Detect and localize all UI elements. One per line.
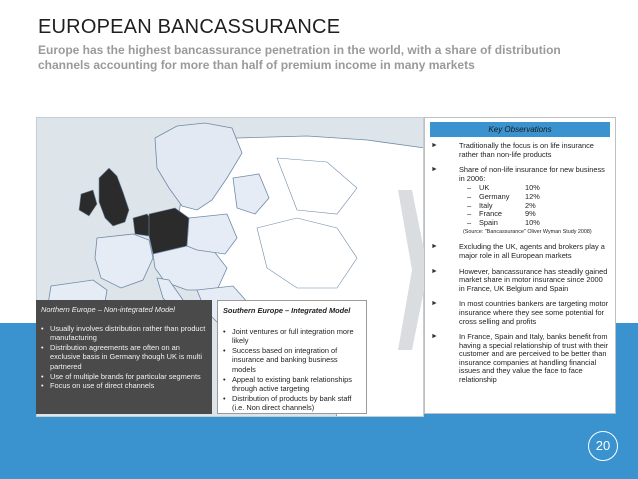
observation-point-text: Share of non-life insurance for new business in 2006: (459, 165, 605, 183)
northern-europe-box (36, 300, 212, 414)
north-bullet: • Distribution agreements are often on an exclusive basis in Germany though UK is multi partnered (41, 343, 207, 372)
observation-point: ► Excluding the UK, agents and brokers play a major role in all European markets (431, 243, 609, 260)
north-bullet: • Focus on use of direct channels (41, 381, 207, 391)
key-observations-heading: Key Observations (430, 122, 610, 137)
poland-country (187, 214, 237, 254)
south-bullet: • Joint ventures or full integration more likely (223, 327, 361, 346)
key-observations-panel (424, 117, 616, 414)
share-row: – France 9% (467, 209, 536, 219)
share-list (459, 184, 609, 227)
southern-europe-heading: Southern Europe – Integrated Model (223, 306, 351, 315)
south-bullet: • Success based on integration of insurance and banking business models (223, 346, 361, 375)
slide-subtitle: Europe has the highest bancassurance penetration in the world, with a share of distribution channels accounting for more than half of premium income in many markets (38, 43, 561, 72)
southern-europe-box (217, 300, 367, 414)
source-note: (Source: "Bancassurance" Oliver Wyman Study 2008) (463, 229, 592, 236)
observation-point: ► However, bancassurance has steadily gained market share in motor insurance since 2000 in France, UK Belgium and Spain (431, 268, 609, 294)
share-row: – UK 10% (467, 183, 540, 193)
share-row: – Germany 12% (467, 191, 540, 201)
observation-point: ► In most countries bankers are targeting motor insurance where they see some potential for cross selling and profits (431, 300, 609, 326)
south-bullet: • Distribution of products by bank staff (i.e. Non direct channels) (223, 394, 361, 413)
south-bullet: • Appeal to existing bank relationships through active targeting (223, 375, 361, 394)
north-bullet: • Use of multiple brands for particular segments (41, 372, 207, 382)
observation-point: ► In France, Spain and Italy, banks benefit from having a special relationship of trust with their customer and are perceived to be better than insurance companies at handling financial issues and they value the face to face relationship (431, 333, 609, 385)
share-row: – Italy 2% (467, 200, 536, 210)
observation-point: ► Traditionally the focus is on life insurance rather than non-life products (431, 142, 609, 159)
northern-europe-heading: Northern Europe – Non-integrated Model (41, 305, 175, 314)
observation-point (431, 166, 609, 236)
north-bullet: • Usually involves distribution rather than product manufacturing (41, 324, 207, 343)
slide-title: EUROPEAN BANCASSURANCE (38, 16, 341, 38)
page-number: 20 (588, 431, 618, 461)
share-row: – Spain 10% (467, 217, 540, 227)
